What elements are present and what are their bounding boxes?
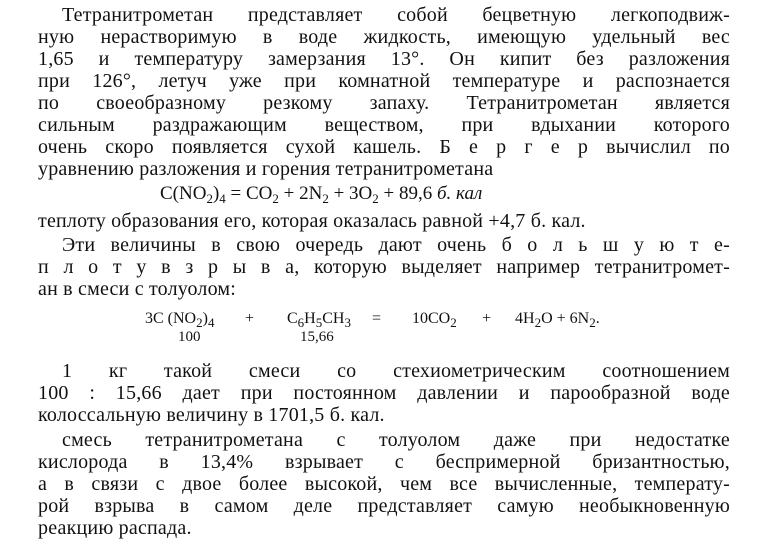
- equation-decomposition: $C(NO_2)_4 = CO_2 + 2N_2 + 3O_2 + 89,6$ б. кал: [160, 183, 483, 206]
- equation-mixture-coef1: 100: [178, 329, 201, 345]
- text-line: п л о т у в з р ы в а, которую выделяет например тетранитромет-: [38, 256, 730, 278]
- equation-mixture-term4: $4H_2O + 6N_2$.: [515, 310, 600, 330]
- text-line: при 126°, летуч уже при комнатной температуре и распознается: [38, 70, 730, 92]
- equation-mixture-term1: 3C $(NO_2)_4$: [145, 310, 215, 330]
- text-line: ную нерастворимую в воде жидкость, имеющую удельный вес: [38, 26, 730, 48]
- text-line: кислорода в 13,4% взрывает с беспримерной бризантностью,: [38, 451, 730, 473]
- text-line: 1,65 и температуру замерзания 13°. Он кипит без разложения: [38, 48, 730, 70]
- equation-equals: =: [372, 310, 382, 327]
- text-line: сильным раздражающим веществом, при вдыхании которого: [38, 114, 730, 136]
- text-line: очень скоро появляется сухой кашель. Б е р г е р вычислил по: [38, 136, 730, 158]
- equation-plus: +: [245, 310, 255, 327]
- equation-plus: +: [482, 310, 492, 327]
- equation-mixture-term3: $10CO_2$: [412, 310, 457, 330]
- equation-mixture-term2: $C_6H_5CH_3$: [287, 310, 351, 330]
- equation-mixture-coef2: 15,66: [300, 329, 334, 345]
- text-line: рой взрыва в самом деле представляет самую необыкновенную: [38, 495, 730, 517]
- text-line: по своеобразному резкому запаху. Тетранитрометан является: [38, 92, 730, 114]
- text-line: 1 кг такой смеси со стехиометрическим соотношением: [62, 360, 730, 382]
- text-line: Тетранитрометан представляет собой бецветную легкоподвиж-: [62, 4, 730, 26]
- text-line: 100 : 15,66 дает при постоянном давлении и парообразной воде: [38, 382, 730, 404]
- text-line: колоссальную величину в 1701,5 б. кал.: [38, 404, 385, 426]
- text-line: реакцию распада.: [38, 517, 192, 539]
- text-line: смесь тетранитрометана с толуолом даже при недостатке: [62, 429, 730, 451]
- text-line: уравнению разложения и горения тетранитрометана: [38, 158, 494, 180]
- text-line: ан в смеси с толуолом:: [38, 278, 237, 300]
- text-line: теплоту образования его, которая оказалась равной +4,7 б. кал.: [38, 210, 586, 232]
- text-line: Эти величины в свою очередь дают очень б о л ь ш у ю т е-: [62, 234, 730, 256]
- text-line: а в связи с двое более высокой, чем все вычисленные, температу-: [38, 473, 730, 495]
